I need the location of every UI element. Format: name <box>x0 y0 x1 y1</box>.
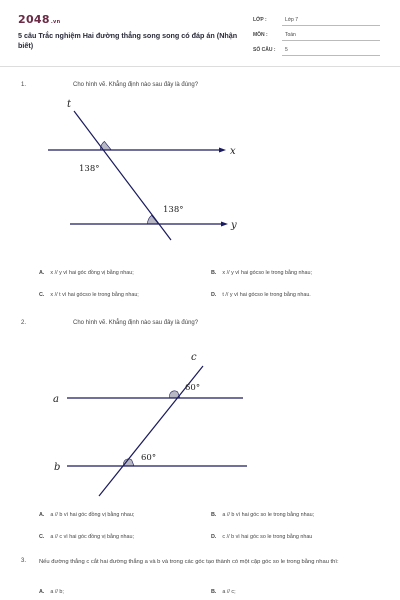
meta-label-subject: MÔN : <box>253 32 268 38</box>
meta-value-subject: Toán <box>285 32 296 38</box>
angle-label-top: 138° <box>79 164 100 174</box>
label-a: a <box>53 394 59 405</box>
question-2-text: Cho hình vẽ. Khẳng định nào sau đây là đúng? <box>73 320 199 326</box>
meta-label-count: SỐ CÂU : <box>253 47 276 53</box>
question-2-option-a[interactable]: A. a // b vì hai góc đồng vị bằng nhau; <box>39 512 135 518</box>
meta-value-count: 5 <box>285 47 288 53</box>
meta-value-class: Lớp 7 <box>285 17 299 23</box>
site-logo[interactable]: 2048.vn <box>18 13 61 26</box>
question-3-number: 3. <box>21 558 27 564</box>
angle-label-top: 60° <box>185 383 201 393</box>
question-1-option-a[interactable]: A. x // y vì hai góc đồng vị bằng nhau; <box>39 270 134 276</box>
question-1-option-c[interactable]: C. x // t vì hai gócso le trong bằng nhau; <box>39 292 139 298</box>
question-2-number: 2. <box>21 320 27 326</box>
question-2-option-b[interactable]: B. a // b vì hai góc so le trong bằng nhau; <box>211 512 315 518</box>
question-1-number: 1. <box>21 82 27 88</box>
label-x: x <box>230 146 236 157</box>
question-2-option-c[interactable]: C. a // c vì hai góc đồng vị bằng nhau; <box>39 534 135 540</box>
document-title: 5 câu Trắc nghiệm Hai đường thẳng song song có đáp án (Nhận biết) <box>18 31 238 50</box>
question-1-text: Cho hình vẽ. Khẳng định nào sau đây là đúng? <box>73 82 199 88</box>
question-1-option-d[interactable]: D. t // y vì hai gócso le trong bằng nhau. <box>211 292 311 298</box>
label-c: c <box>191 352 197 363</box>
angle-label-bottom: 60° <box>141 453 157 463</box>
label-t: t <box>67 99 72 110</box>
angle-label-bottom: 138° <box>163 205 184 215</box>
question-3-option-b[interactable]: B. a // c; <box>211 589 236 595</box>
label-b: b <box>54 462 61 473</box>
question-3-option-a[interactable]: A. a // b; <box>39 589 64 595</box>
label-y: y <box>231 220 237 231</box>
question-2-option-d[interactable]: D. c // b vì hai góc so le trong bằng nhau <box>211 534 313 540</box>
question-3-text: Nếu đường thẳng c cắt hai đường thẳng a và b và trong các góc tạo thành có một cặp góc so le trong bằng nhau thì: <box>39 559 339 565</box>
question-1-option-b[interactable]: B. x // y vì hai gócso le trong bằng nhau; <box>211 270 313 276</box>
meta-label-class: LỚP : <box>253 17 267 23</box>
